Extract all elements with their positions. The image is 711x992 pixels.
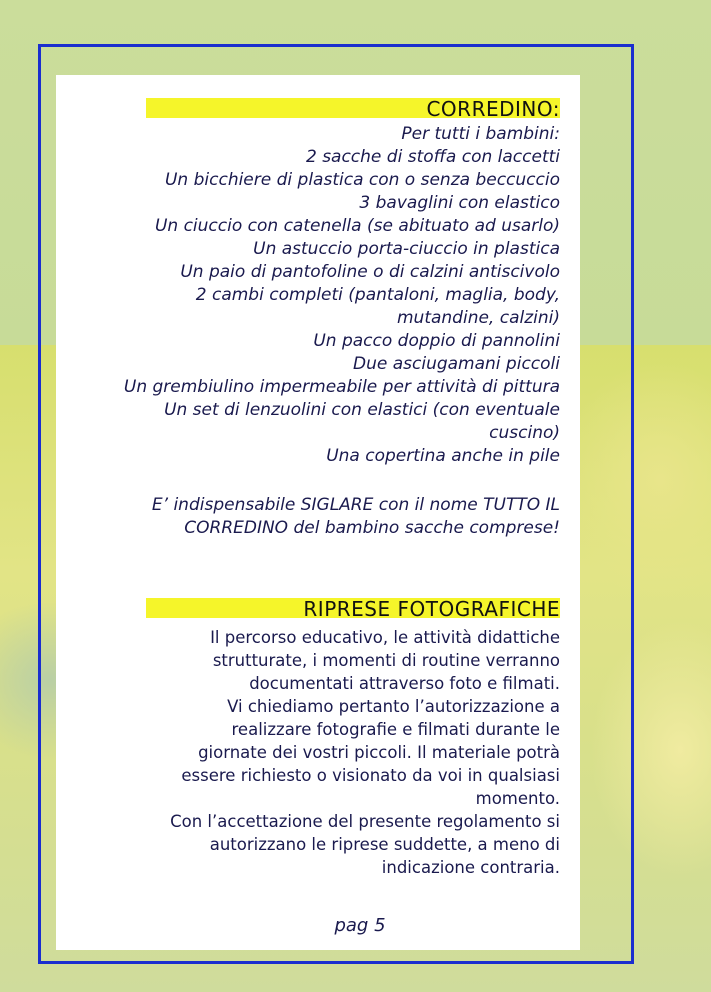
- riprese-title: RIPRESE FOTOGRAFICHE: [303, 597, 560, 621]
- list-item: 2 cambi completi (pantaloni, maglia, body,: [195, 285, 560, 305]
- list-item: Due asciugamani piccoli: [353, 354, 560, 374]
- paragraph-line: Vi chiediamo pertanto l’autorizzazione a: [227, 697, 560, 716]
- corredino-title: CORREDINO:: [426, 97, 560, 121]
- list-item: mutandine, calzini): [396, 308, 560, 328]
- list-item: 2 sacche di stoffa con laccetti: [305, 147, 560, 167]
- list-item: 3 bavaglini con elastico: [359, 193, 560, 213]
- corredino-header: [146, 97, 560, 121]
- corredino-note: [40, 494, 560, 540]
- paragraph-line: Il percorso educativo, le attività didattiche: [210, 628, 560, 647]
- list-item: Un ciuccio con catenella (se abituato ad usarlo): [154, 216, 560, 236]
- paragraph-line: autorizzano le riprese suddette, a meno di: [209, 835, 560, 854]
- list-item: Un astuccio porta-ciuccio in plastica: [253, 239, 560, 259]
- paragraph-line: giornate dei vostri piccoli. Il materiale potrà: [198, 743, 560, 762]
- list-item: Un set di lenzuolini con elastici (con eventuale: [164, 400, 560, 420]
- note-line: CORREDINO del bambino sacche comprese!: [184, 518, 560, 538]
- paragraph-line: indicazione contraria.: [381, 858, 560, 877]
- riprese-header: [146, 597, 560, 621]
- list-item: Un bicchiere di plastica con o senza beccuccio: [164, 170, 560, 190]
- list-item: cuscino): [489, 423, 560, 443]
- paragraph-line: momento.: [475, 789, 560, 808]
- paragraph-line: strutturate, i momenti di routine verranno: [212, 651, 560, 670]
- list-item: Un grembiulino impermeabile per attività di pittura: [123, 377, 560, 397]
- list-item: Un pacco doppio di pannolini: [313, 331, 560, 351]
- page-number: pag 5: [334, 915, 386, 936]
- paragraph-line: Con l’accettazione del presente regolamento si: [170, 812, 560, 831]
- paragraph-line: realizzare fotografie e filmati durante le: [231, 720, 560, 739]
- paragraph-line: documentati attraverso foto e filmati.: [249, 674, 560, 693]
- corredino-list: [0, 123, 560, 468]
- riprese-paragraph: [60, 626, 560, 879]
- note-line: E’ indispensabile SIGLARE con il nome TUTTO IL: [151, 495, 560, 515]
- list-item: Per tutti i bambini:: [401, 124, 560, 144]
- paragraph-line: essere richiesto o visionato da voi in qualsiasi: [181, 766, 560, 785]
- list-item: Un paio di pantofoline o di calzini antiscivolo: [180, 262, 560, 282]
- list-item: Una copertina anche in pile: [326, 446, 560, 466]
